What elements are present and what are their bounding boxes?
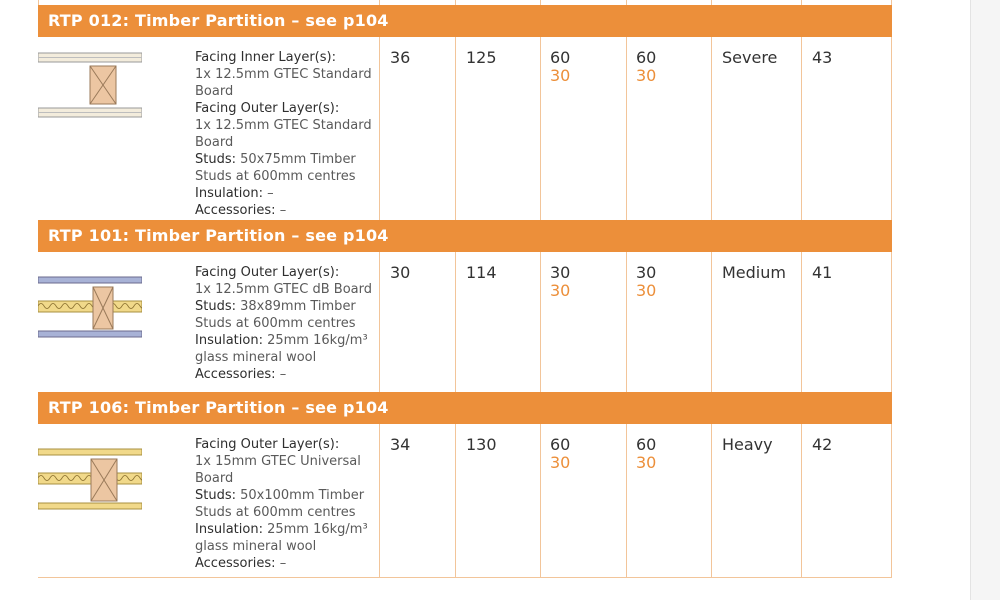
value-sub: 30 — [550, 281, 571, 300]
grid-line — [455, 424, 456, 578]
value-sub: 30 — [636, 453, 657, 472]
value-main: 30 — [636, 263, 657, 282]
value-cell: 34 — [390, 435, 411, 454]
description-line: Board — [195, 135, 234, 150]
description-line: 1x 12.5mm GTEC Standard — [195, 67, 372, 82]
value-cell — [550, 436, 570, 472]
section-header: RTP 101: Timber Partition – see p104 — [38, 220, 892, 252]
grid-line — [38, 577, 892, 578]
value-sub: 30 — [550, 453, 571, 472]
grid-line — [801, 252, 802, 392]
value-cell — [636, 49, 656, 85]
accessories-value: – — [275, 367, 287, 382]
description-line: glass mineral wool — [195, 350, 317, 365]
description-line: Board — [195, 471, 234, 486]
description-line: Board — [195, 84, 234, 99]
insulation-value: 25mm 16kg/m³ — [262, 522, 368, 537]
page-edge — [970, 0, 1000, 600]
value-main: 60 — [636, 48, 657, 67]
grid-line — [801, 37, 802, 220]
board-stud-board-icon — [38, 49, 142, 125]
studs-label: Studs: — [195, 299, 236, 314]
studs-label: Studs: — [195, 152, 236, 167]
value-main: 30 — [550, 263, 571, 282]
grid-line — [540, 424, 541, 578]
accessories-label: Accessories: — [195, 367, 276, 382]
description-line: 1x 12.5mm GTEC dB Board — [195, 282, 372, 297]
value-cell: 125 — [466, 48, 497, 67]
accessories-value: – — [275, 556, 287, 571]
partition-table — [38, 0, 892, 578]
accessories-label: Accessories: — [195, 203, 276, 218]
value-main: 60 — [636, 435, 657, 454]
grid-line — [891, 37, 892, 220]
description-line: glass mineral wool — [195, 539, 317, 554]
insulation-value: – — [262, 186, 274, 201]
grid-line — [626, 252, 627, 392]
description-line: Studs at 600mm centres — [195, 505, 356, 520]
construction-description — [195, 264, 377, 383]
value-cell — [636, 436, 656, 472]
facing-inner-label: Facing Inner Layer(s): — [195, 50, 336, 65]
value-main: 60 — [550, 435, 571, 454]
grid-line — [711, 37, 712, 220]
facing-outer-label: Facing Outer Layer(s): — [195, 101, 340, 116]
description-line: Studs at 600mm centres — [195, 316, 356, 331]
grid-line — [379, 252, 380, 392]
grid-line — [379, 424, 380, 578]
value-sub: 30 — [550, 66, 571, 85]
value-cell: 30 — [390, 263, 411, 282]
accessories-value: – — [275, 203, 287, 218]
value-cell — [550, 49, 570, 85]
grid-line — [626, 424, 627, 578]
grid-line — [891, 424, 892, 578]
description-line: Studs at 600mm centres — [195, 169, 356, 184]
value-sub: 30 — [636, 66, 657, 85]
construction-description — [195, 436, 377, 572]
section-header: RTP 012: Timber Partition – see p104 — [38, 5, 892, 37]
section-header: RTP 106: Timber Partition – see p104 — [38, 392, 892, 424]
insulation-label: Insulation: — [195, 186, 263, 201]
grid-line — [455, 252, 456, 392]
accessories-label: Accessories: — [195, 556, 276, 571]
value-cell: 43 — [812, 48, 833, 67]
facing-outer-label: Facing Outer Layer(s): — [195, 437, 340, 452]
value-cell: 114 — [466, 263, 497, 282]
description-line: 1x 15mm GTEC Universal — [195, 454, 361, 469]
grid-line — [540, 252, 541, 392]
grid-line — [801, 424, 802, 578]
facing-outer-label: Facing Outer Layer(s): — [195, 265, 340, 280]
value-cell: 36 — [390, 48, 411, 67]
insulation-label: Insulation: — [195, 522, 263, 537]
grid-line — [711, 424, 712, 578]
grid-line — [540, 37, 541, 220]
grid-line — [455, 37, 456, 220]
grid-line — [711, 252, 712, 392]
value-cell — [550, 264, 570, 300]
value-cell — [636, 264, 656, 300]
insulation-value: 25mm 16kg/m³ — [262, 333, 368, 348]
value-cell: Medium — [722, 263, 786, 282]
studs-value: 50x75mm Timber — [236, 152, 356, 167]
value-cell: 42 — [812, 435, 833, 454]
description-line: 1x 12.5mm GTEC Standard — [195, 118, 372, 133]
value-sub: 30 — [636, 281, 657, 300]
table-row — [38, 37, 892, 220]
board-insulation-stud-icon — [38, 264, 142, 340]
studs-label: Studs: — [195, 488, 236, 503]
grid-line — [626, 37, 627, 220]
value-cell: Severe — [722, 48, 778, 67]
value-cell: Heavy — [722, 435, 773, 454]
value-cell: 41 — [812, 263, 833, 282]
construction-description — [195, 49, 377, 219]
insulation-label: Insulation: — [195, 333, 263, 348]
table-row — [38, 424, 892, 578]
value-main: 60 — [550, 48, 571, 67]
studs-value: 38x89mm Timber — [236, 299, 356, 314]
grid-line — [379, 37, 380, 220]
studs-value: 50x100mm Timber — [236, 488, 365, 503]
table-row — [38, 252, 892, 392]
value-cell: 130 — [466, 435, 497, 454]
grid-line — [891, 252, 892, 392]
board-insulation-stud-icon — [38, 436, 142, 512]
